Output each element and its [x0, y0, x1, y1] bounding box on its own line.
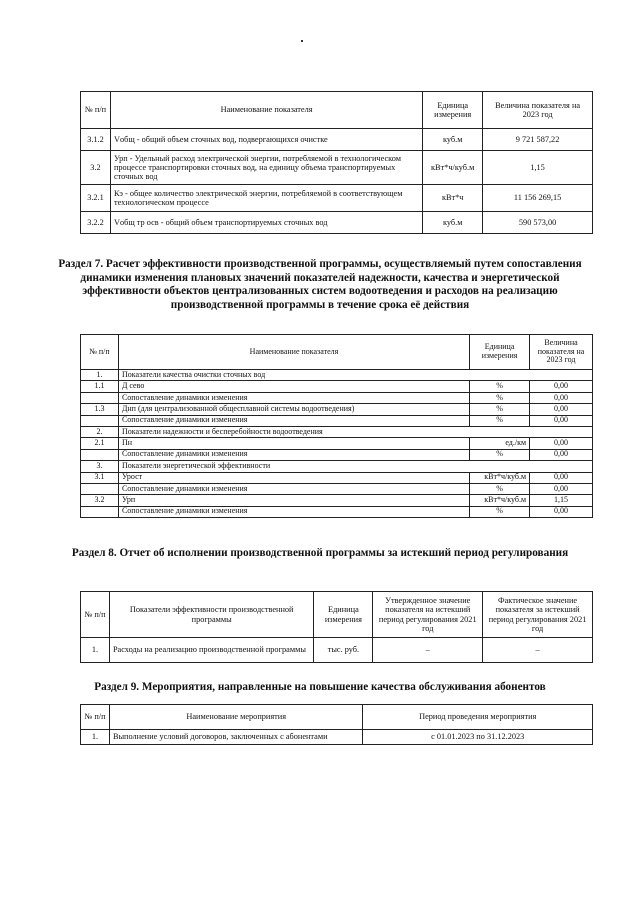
table-row [81, 415, 593, 426]
header-num: № п/п [81, 592, 110, 638]
table-row [81, 438, 593, 449]
row-name: Кэ - общее количество электрической энергии, потребляемой в соответствующем технологическом процессе [110, 185, 422, 212]
row-unit: ед./км [470, 438, 530, 449]
row-name: Сопоставление динамики изменения [118, 415, 469, 426]
section7-title: Раздел 7. Расчет эффективности производственной программы, осуществляемый путем сопоставления динамики изменения плановых значений показателей надежности, качества и энергетической эффективности объектов централизованных систем водоотведения и расходов на реализацию производственной программы в течение срока её действия [58, 258, 582, 311]
row-value: 9 721 587,22 [483, 129, 593, 151]
row-name: Расходы на реализацию производственной программы [109, 638, 313, 663]
row-num: 3.2 [81, 151, 111, 185]
row-value: 0,00 [530, 483, 593, 494]
header-unit: Единица измерения [314, 592, 373, 638]
row-unit: кВт*ч/куб.м [470, 495, 530, 506]
row-num: 3.2.1 [81, 185, 111, 212]
header-value: Величина показателя на 2023 год [530, 335, 593, 370]
report-table [80, 591, 593, 663]
row-num: 1.1 [81, 381, 119, 392]
row-num: 3.2.2 [81, 212, 111, 234]
row-num [81, 392, 119, 403]
row-value: 1,15 [530, 495, 593, 506]
header-approved: Утвержденное значение показателя на истекший период регулирования 2021 год [373, 592, 483, 638]
row-name: Показатели надежности и бесперебойности водоотведения [118, 426, 592, 437]
row-name: Пн [118, 438, 469, 449]
row-name: Урп [118, 495, 469, 506]
row-value: 0,00 [530, 506, 593, 517]
table-header-row [81, 592, 593, 638]
row-unit: кВт*ч/куб.м [423, 151, 483, 185]
table-row [81, 483, 593, 494]
table-row [81, 495, 593, 506]
row-unit: % [470, 483, 530, 494]
row-name: Днп (для централизованной общесплавной системы водоотведения) [118, 404, 469, 415]
row-actual: – [483, 638, 593, 663]
row-unit: куб.м [423, 129, 483, 151]
row-name: Vобщ тр осв - общий объем транспортируемых сточных вод [110, 212, 422, 234]
row-num: 1. [81, 370, 119, 381]
table-row [81, 392, 593, 403]
row-num [81, 449, 119, 460]
row-name: Урост [118, 472, 469, 483]
row-num: 2. [81, 426, 119, 437]
table-row [81, 212, 593, 234]
row-name: Сопоставление динамики изменения [118, 449, 469, 460]
table-row [81, 381, 593, 392]
table-row [81, 129, 593, 151]
measures-table [80, 704, 593, 745]
row-unit: % [470, 404, 530, 415]
row-value: 0,00 [530, 392, 593, 403]
row-num [81, 483, 119, 494]
row-name: Сопоставление динамики изменения [118, 506, 469, 517]
row-num: 1. [81, 730, 110, 745]
row-approved: – [373, 638, 483, 663]
header-unit: Единица измерения [423, 92, 483, 129]
row-unit: тыс. руб. [314, 638, 373, 663]
row-num [81, 415, 119, 426]
row-unit: % [470, 392, 530, 403]
header-num: № п/п [81, 92, 111, 129]
row-num: 3.1 [81, 472, 119, 483]
row-value: 0,00 [530, 449, 593, 460]
row-unit: % [470, 415, 530, 426]
table-row [81, 449, 593, 460]
row-value: 0,00 [530, 415, 593, 426]
row-value: 0,00 [530, 381, 593, 392]
header-value: Величина показателя на 2023 год [483, 92, 593, 129]
table-header-row [81, 705, 593, 730]
row-name: Д сево [118, 381, 469, 392]
row-unit: % [470, 506, 530, 517]
row-unit: % [470, 449, 530, 460]
row-value: 11 156 269,15 [483, 185, 593, 212]
table-row [81, 185, 593, 212]
table-row [81, 404, 593, 415]
scan-mark [301, 40, 303, 42]
header-period: Период проведения мероприятия [363, 705, 593, 730]
row-name: Vобщ - общий объем сточных вод, подвергающихся очистке [110, 129, 422, 151]
row-name: Выполнение условий договоров, заключенных с абонентами [109, 730, 362, 745]
row-unit: кВт*ч [423, 185, 483, 212]
table-row [81, 370, 593, 381]
header-actual: Фактическое значение показателя за истекший период регулирования 2021 год [483, 592, 593, 638]
row-num: 1. [81, 638, 110, 663]
row-name: Урп - Удельный расход электрической энергии, потребляемой в технологическом процессе транспортировки сточных вод, на единицу объема транспортируемых сточных вод [110, 151, 422, 185]
table-row [81, 461, 593, 472]
row-num: 1.3 [81, 404, 119, 415]
row-value: 0,00 [530, 472, 593, 483]
row-name: Показатели энергетической эффективности [118, 461, 592, 472]
row-num [81, 506, 119, 517]
row-num: 3.2 [81, 495, 119, 506]
row-value: 0,00 [530, 438, 593, 449]
table-row [81, 472, 593, 483]
table-row [81, 506, 593, 517]
row-value: 1,15 [483, 151, 593, 185]
row-name: Сопоставление динамики изменения [118, 392, 469, 403]
header-name: Наименование показателя [110, 92, 422, 129]
table-row [81, 638, 593, 663]
header-name: Наименование показателя [118, 335, 469, 370]
row-name: Сопоставление динамики изменения [118, 483, 469, 494]
row-unit: % [470, 381, 530, 392]
row-num: 2.1 [81, 438, 119, 449]
section9-title: Раздел 9. Мероприятия, направленные на повышение качества обслуживания абонентов [94, 681, 546, 693]
header-name: Наименование мероприятия [109, 705, 362, 730]
row-unit: кВт*ч/куб.м [470, 472, 530, 483]
row-name: Показатели качества очистки сточных вод [118, 370, 592, 381]
header-name: Показатели эффективности производственной программы [109, 592, 313, 638]
row-unit: куб.м [423, 212, 483, 234]
table-row [81, 426, 593, 437]
header-num: № п/п [81, 705, 110, 730]
row-num: 3.1.2 [81, 129, 111, 151]
header-unit: Единица измерения [470, 335, 530, 370]
table-header-row [81, 92, 593, 129]
row-value: 0,00 [530, 404, 593, 415]
indicators-table [80, 91, 593, 234]
row-num: 3. [81, 461, 119, 472]
header-num: № п/п [81, 335, 119, 370]
efficiency-table [80, 334, 593, 518]
row-period: с 01.01.2023 по 31.12.2023 [363, 730, 593, 745]
table-row [81, 151, 593, 185]
row-value: 590 573,00 [483, 212, 593, 234]
table-row [81, 730, 593, 745]
section8-title: Раздел 8. Отчет об исполнении производственной программы за истекший период регулирования [71, 547, 569, 559]
table-header-row [81, 335, 593, 370]
